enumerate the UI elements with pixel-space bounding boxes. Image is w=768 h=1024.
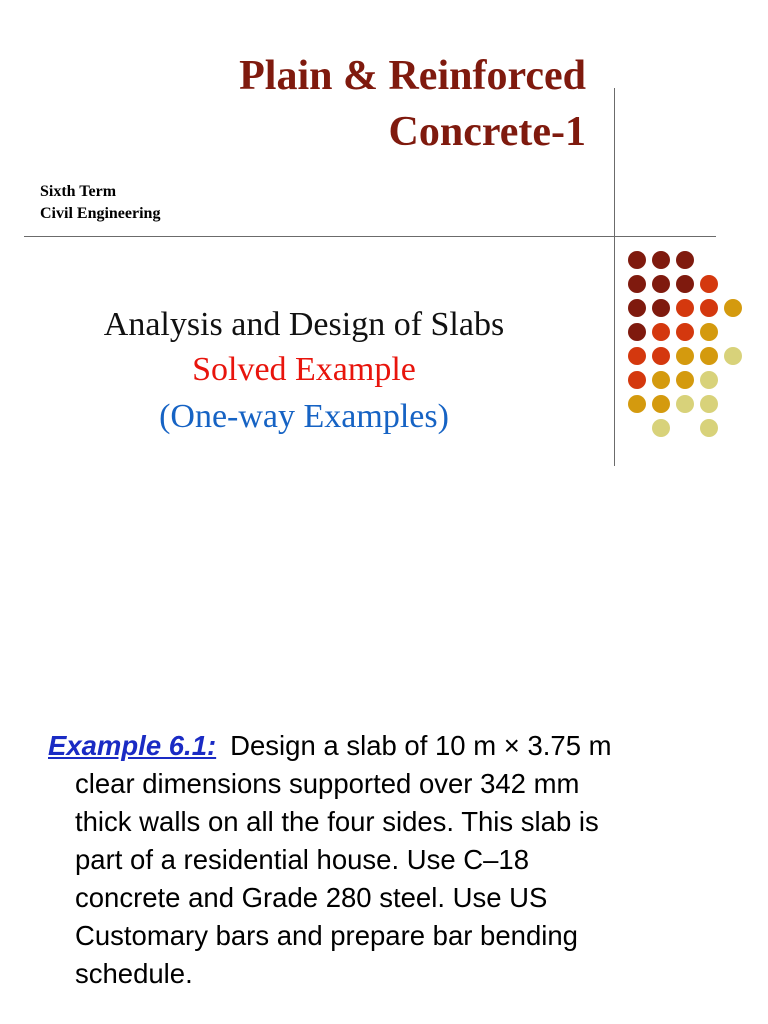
decorative-dot	[628, 371, 646, 389]
example-text-line: concrete and Grade 280 steel. Use US	[75, 882, 548, 913]
decorative-dot	[676, 347, 694, 365]
decorative-dot	[652, 275, 670, 293]
decorative-dot	[700, 395, 718, 413]
solved-example-heading: Solved Example	[192, 351, 416, 388]
example-text-line: part of a residential house. Use C–18	[75, 844, 530, 875]
decorative-dot	[700, 371, 718, 389]
title-line-2: Concrete-1	[388, 109, 586, 155]
decorative-dot	[652, 395, 670, 413]
decorative-dot	[652, 323, 670, 341]
example-text-line: Design a slab of 10 m × 3.75 m	[230, 730, 612, 761]
example-text-line: clear dimensions supported over 342 mm	[75, 768, 580, 799]
example-text-line: Customary bars and prepare bar bending	[75, 920, 578, 951]
example-text-line: thick walls on all the four sides. This slab is	[75, 806, 599, 837]
decorative-dot	[724, 299, 742, 317]
decorative-dot	[676, 251, 694, 269]
example-statement	[48, 727, 738, 993]
decorative-dot	[700, 299, 718, 317]
decorative-dot	[628, 299, 646, 317]
decorative-dot	[700, 347, 718, 365]
decorative-dot	[652, 347, 670, 365]
subtitle-term: Sixth Term	[40, 183, 117, 200]
one-way-examples-heading: (One-way Examples)	[159, 398, 449, 435]
decorative-dot	[724, 347, 742, 365]
decorative-dot	[628, 275, 646, 293]
decorative-dot	[652, 251, 670, 269]
decorative-dot	[676, 371, 694, 389]
decorative-dot	[628, 395, 646, 413]
decorative-dot	[676, 299, 694, 317]
example-text-line: schedule.	[75, 958, 193, 989]
topic-heading: Analysis and Design of Slabs	[103, 306, 505, 343]
decorative-dot	[652, 419, 670, 437]
title-line-1: Plain & Reinforced	[239, 53, 586, 99]
decorative-dot	[676, 275, 694, 293]
decorative-dot	[700, 275, 718, 293]
decorative-dot	[676, 395, 694, 413]
subtitle-department: Civil Engineering	[40, 205, 161, 222]
decorative-dot	[700, 419, 718, 437]
decorative-dot	[652, 299, 670, 317]
example-label: Example 6.1:	[48, 730, 217, 761]
decorative-dot	[628, 251, 646, 269]
decorative-dot	[652, 371, 670, 389]
decorative-dot	[628, 347, 646, 365]
decorative-dot	[676, 323, 694, 341]
example-first-line	[48, 727, 738, 765]
decorative-dot	[628, 323, 646, 341]
decorative-dot	[700, 323, 718, 341]
